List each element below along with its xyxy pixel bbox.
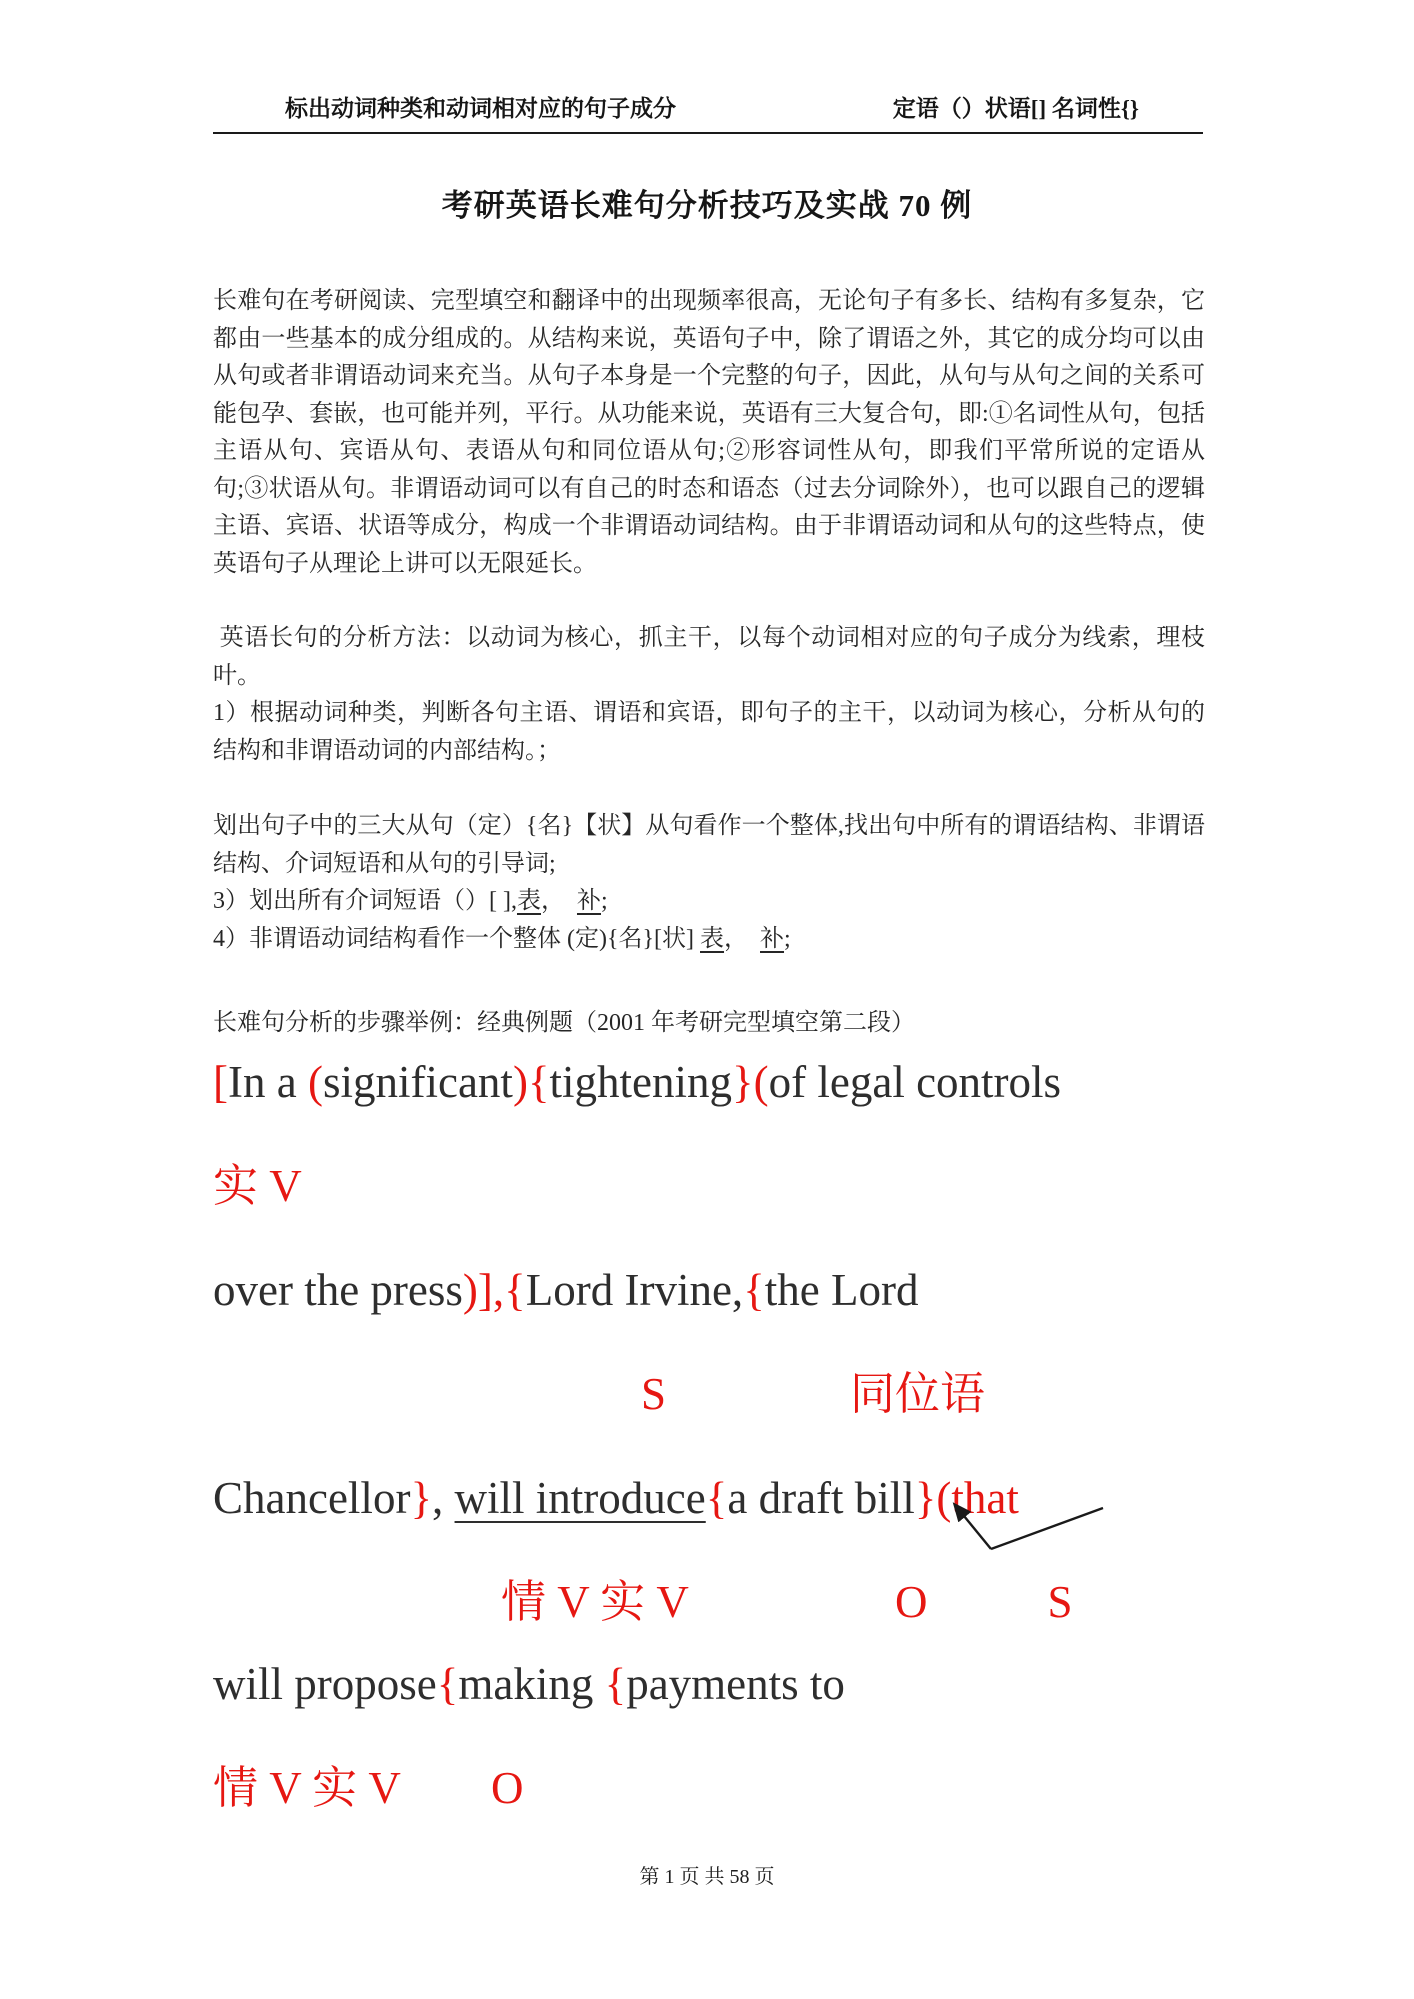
text-segment: 补 <box>760 925 785 952</box>
annotation-s-apposition <box>213 1363 1205 1425</box>
text-segment: { <box>527 1056 550 1107</box>
text-segment: making <box>458 1658 605 1709</box>
text-segment: { <box>743 1264 765 1315</box>
example-intro: 长难句分析的步骤举例：经典例题（2001 年考研完型填空第二段） <box>213 1010 915 1036</box>
text-segment: tightening <box>549 1056 733 1107</box>
text-segment: payments to <box>626 1658 845 1709</box>
text-segment: S <box>641 1368 667 1419</box>
text-segment: , <box>432 1472 455 1523</box>
text-segment: 实 V <box>213 1160 302 1211</box>
text-segment: { <box>504 1264 526 1315</box>
text-segment: } <box>914 1472 937 1523</box>
document-title: 考研英语长难句分析技巧及实战 70 例 <box>441 188 973 223</box>
text-segment: O <box>894 1576 928 1627</box>
text-segment: } <box>732 1056 754 1107</box>
text-segment: S <box>1047 1576 1073 1627</box>
text-segment: 补 <box>576 888 601 914</box>
text-segment: O <box>490 1762 524 1813</box>
text-segment: Lord Irvine, <box>525 1264 744 1315</box>
text-segment: the Lord <box>764 1264 919 1315</box>
annotation-qv-sv-o <box>213 1757 1205 1819</box>
text-segment: )], <box>462 1264 505 1315</box>
example-analysis <box>213 1051 1205 1819</box>
header-divider <box>213 132 1203 134</box>
header-row <box>213 94 1203 132</box>
text-segment: of legal controls <box>768 1056 1062 1107</box>
text-segment: ( <box>307 1056 323 1107</box>
text-segment: ; <box>784 925 791 952</box>
annotation-shi-v <box>213 1155 1205 1217</box>
text-segment: 同位语 <box>850 1368 986 1419</box>
page-header <box>213 94 1203 134</box>
text-segment: { <box>705 1472 728 1523</box>
text-segment: } <box>410 1472 433 1523</box>
text-segment: significant <box>322 1056 513 1107</box>
text-segment: ; <box>600 888 608 914</box>
text-segment: will propose <box>213 1658 437 1709</box>
text-segment: over the press <box>213 1264 463 1315</box>
sentence-line-4 <box>213 1653 1205 1715</box>
list-item-4 <box>213 921 1205 959</box>
text-segment: 3）划出所有介词短语（）[ ], <box>213 888 517 914</box>
document-body <box>213 283 1205 1861</box>
list-item-3 <box>213 883 1205 921</box>
header-left-text: 标出动词种类和动词相对应的句子成分 <box>285 96 676 121</box>
text-segment: 4）非谓语动词结构看作一个整体 (定){名}[状] <box>213 925 701 952</box>
text-segment: 情 V 实 V <box>501 1576 689 1627</box>
list-item-1: 1）根据动词种类，判断各句主语、谓语和宾语，即句子的主干，以动词为核心，分析从句的结构和非谓语动词的内部结构。； <box>213 700 1205 764</box>
annotation-qv-sv-o-s <box>213 1571 1205 1633</box>
paragraph-intro: 长难句在考研阅读、完型填空和翻译中的出现频率很高，无论句子有多长、结构有多复杂，它都由一些基本的成分组成的。从结构来说，英语句子中，除了谓语之外，其它的成分均可以由从句或者非谓语动词来充当。从句子本身是一个完整的句子，因此，从句与从句之间的关系可能包孕、套嵌，也可能并列，平行。从功能来说，英语有三大复合句，即:①名词性从句，包括主语从句、宾语从句、表语从句和同位语从句;②形容词性从句，即我们平常所说的定语从句;③状语从句。非谓语动词可以有自己的时态和语态（过去分词除外），也可以跟自己的逻辑主语、宾语、状语等成分，构成一个非谓语动词结构。由于非谓语动词和从句的这些特点，使英语句子从理论上讲可以无限延长。 <box>213 288 1205 577</box>
text-segment: ) <box>512 1056 528 1107</box>
list-item-2: 划出句子中的三大从句（定）{名}【状】从句看作一个整体,找出句中所有的谓语结构、非谓语结构、介词短语和从句的引导词; <box>213 813 1205 877</box>
text-segment: Chancellor <box>213 1472 411 1523</box>
text-segment: 表 <box>516 888 541 914</box>
text-segment: { <box>436 1658 459 1709</box>
text-segment: ( <box>753 1056 769 1107</box>
text-segment: In a <box>228 1056 308 1107</box>
text-segment: 表 <box>700 925 725 952</box>
sentence-line-2 <box>213 1259 1205 1321</box>
text-segment: 情 V 实 V <box>213 1762 401 1813</box>
paragraph-method: 英语长句的分析方法：以动词为核心，抓主干，以每个动词相对应的句子成分为线索，理枝叶。 <box>213 625 1206 689</box>
text-segment: a draft bill <box>727 1472 915 1523</box>
page-footer: 第 1 页 共 58 页 <box>639 1866 775 1888</box>
text-segment: ， <box>724 925 761 952</box>
sentence-line-1 <box>213 1051 1205 1113</box>
text-segment: [ <box>213 1056 228 1107</box>
text-segment: { <box>604 1658 627 1709</box>
text-segment: ， <box>540 888 577 914</box>
connector-arrow <box>930 1494 1120 1572</box>
text-segment: (that <box>936 1472 1019 1523</box>
text-segment: will introduce <box>454 1472 706 1523</box>
header-right-text: 定语（）状语[] 名词性{} <box>892 96 1139 121</box>
